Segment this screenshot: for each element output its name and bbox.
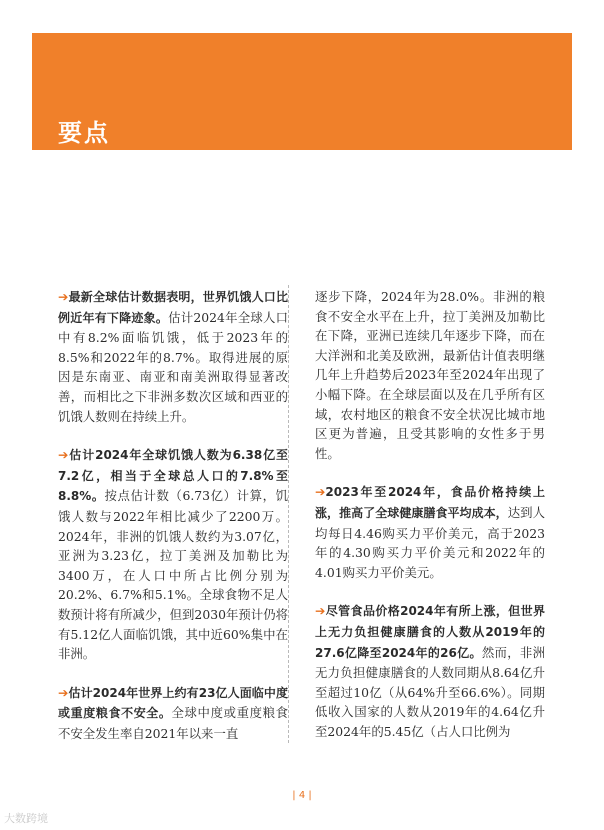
key-point-body: 估计2024年全球人口中有8.2%面临饥饿，低于2023年的8.5%和2022年的8.7%。取得进展的原因是东南亚、南亚和南美洲取得显著改善，而相比之下非洲多数次区域和西亚的饥饿人数则在持续上升。 [58,309,288,424]
arrow-right-icon: ➔ [58,684,69,700]
left-column [58,287,288,762]
column-divider [288,285,289,743]
key-point-heading: 估计2024年全球饥饿人数为6.38亿至7.2亿，相当于全球总人口的7.8%至8.8%。 [58,448,288,504]
page-number: | 4 | [292,790,312,801]
watermark: 大数跨境 [4,812,48,825]
page-title: 要点 [58,119,110,147]
key-point-body: 然而，非洲无力负担健康膳食的人数同期从8.64亿升至超过10亿（从64%升至66.6%）。同期低收入国家的人数从2019年的4.64亿升至2024年的5.45亿（占人口比例为 [315,644,546,739]
key-point [58,445,288,664]
header-banner [32,33,572,150]
key-point-heading: 尽管食品价格2024年有所上涨，但世界上无力负担健康膳食的人数从2019年的27.6亿降至2024年的26亿。 [315,604,545,660]
key-point-body: 达到人均每日4.46购买力平价美元，高于2023年的4.30购买力平价美元和2022年的4.01购买力平价美元。 [315,504,545,580]
key-point [315,482,545,582]
key-point-continued [315,287,545,463]
key-point-heading: 2023年至2024年，食品价格持续上涨，推高了全球健康膳食平均成本， [315,485,545,520]
key-point [58,287,288,426]
arrow-right-icon: ➔ [315,603,326,619]
arrow-right-icon: ➔ [58,447,69,463]
key-point [315,601,545,741]
key-point-heading: 估计2024年世界上约有23亿人面临中度或重度粮食不安全。 [58,685,288,721]
key-point-heading: 最新全球估计数据表明，世界饥饿人口比例近年有下降迹象。 [58,290,288,325]
arrow-right-icon: ➔ [315,484,326,500]
key-point [58,683,288,744]
key-point-body: 全球中度或重度粮食不安全发生率自2021年以来一直 [58,705,288,741]
right-column [315,287,545,760]
arrow-right-icon: ➔ [58,289,69,304]
key-point-body: 按点估计数（6.73亿）计算，饥饿人数与2022年相比减少了2200万。2024年，非洲的饥饿人数约为3.07亿，亚洲为3.23亿，拉丁美洲及加勒比为3400万，在人口中所占比例分别为20.2%、6.7%和5.1%。全球食物不足人数预计将有所减少，但到2030年预计仍将有5.12亿人面临饥饿，其中近60%集中在非洲。 [58,488,288,662]
key-point-body: 逐步下降，2024年为28.0%。非洲的粮食不安全水平在上升，拉丁美洲及加勒比在下降，亚洲已连续几年逐步下降，而在大洋洲和北美及欧洲，最新估计值表明继几年上升趋势后2023年至2024年出现了小幅下降。在全球层面以及在几乎所有区域，农村地区的粮食不安全状况比城市地区更为普遍，且受其影响的女性多于男性。 [315,289,545,461]
